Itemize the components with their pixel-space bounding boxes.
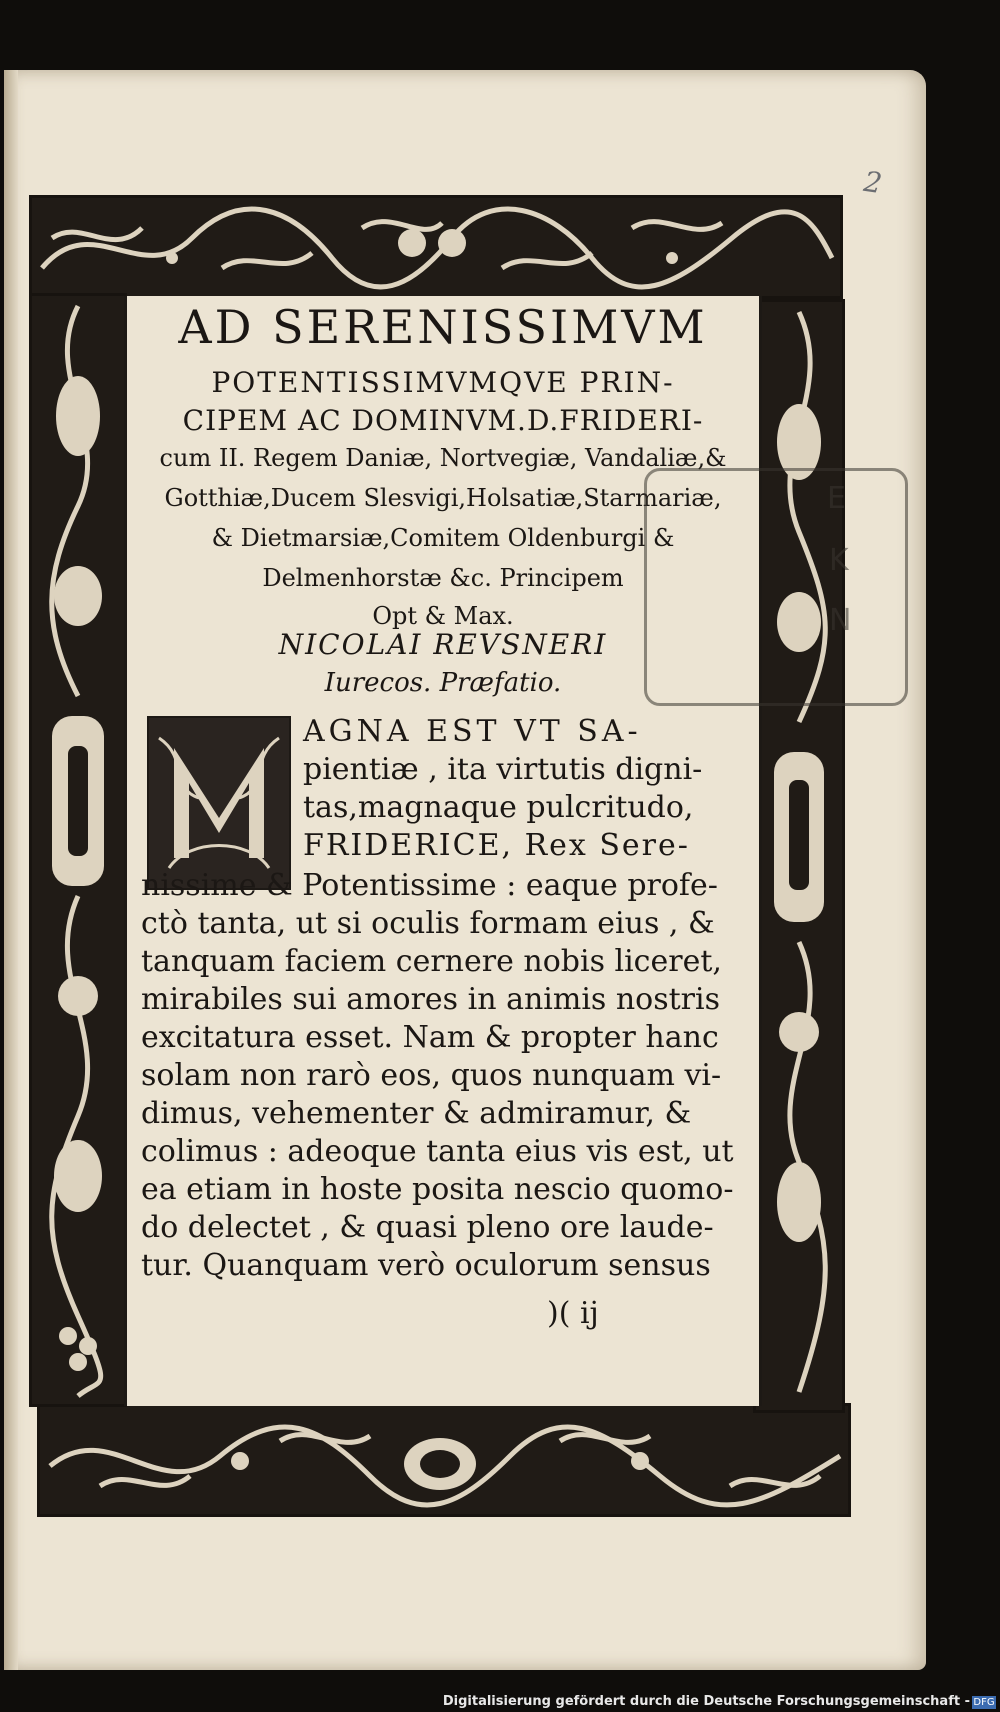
text-block [124, 296, 762, 1406]
pencil-folio-number: 2 [861, 164, 885, 201]
title-line-8: Opt & Max. [372, 602, 514, 630]
woodcut-border-top [32, 198, 840, 296]
woodcut-border-bottom [40, 1406, 848, 1514]
book-page [4, 70, 926, 1670]
body-line-8: mirabiles sui amores in animis nostris [141, 982, 721, 1017]
title-line-6: & Dietmarsiæ,Comitem Oldenburgi & [211, 524, 675, 552]
title-line-4: cum II. Regem Daniæ, Nortvegiæ, Vandaliæ,& [159, 444, 727, 472]
body-line-11: dimus, vehementer & admiramur, & [141, 1096, 692, 1131]
body-line-6: ctò tanta, ut si oculis formam eius , & [141, 906, 715, 941]
digitization-footer [0, 1694, 1000, 1712]
stamp-fragment-3: N [829, 603, 852, 638]
body-line-5: nissime & Potentissime : eaque profe- [141, 868, 718, 903]
body-line-4: FRIDERICE, Rex Sere- [303, 828, 690, 863]
title-line-7: Delmenhorstæ &c. Principem [262, 564, 624, 592]
stamp-fragment-2: K [829, 543, 849, 578]
signature-mark: )( ij [547, 1296, 599, 1331]
body-line-15: tur. Quanquam verò oculorum sensus [141, 1248, 711, 1283]
title-line-1: AD SERENISSIMVM [178, 300, 708, 354]
body-line-1: AGNA EST VT SA- [303, 714, 642, 749]
title-line-3: CIPEM AC DOMINVM.D.FRIDERI- [182, 404, 704, 437]
body-line-13: ea etiam in hoste posita nescio quomo- [141, 1172, 734, 1207]
library-stamp [644, 468, 908, 706]
preface-heading: Iurecos. Præfatio. [324, 668, 562, 698]
title-line-5: Gotthiæ,Ducem Slesvigi,Holsatiæ,Starmariæ, [164, 484, 722, 512]
body-line-9: excitatura esset. Nam & propter hanc [141, 1020, 719, 1055]
body-line-10: solam non rarò eos, quos nunquam vi- [141, 1058, 722, 1093]
body-line-12: colimus : adeoque tanta eius vis est, ut [141, 1134, 734, 1169]
stamp-fragment-1: E [827, 481, 846, 516]
body-line-2: pientiæ , ita virtutis digni- [303, 752, 703, 787]
author-name: NICOLAI REVSNERI [278, 628, 608, 661]
decorated-initial-m [147, 716, 291, 890]
body-line-3: tas,magnaque pulcritudo, [303, 790, 694, 825]
body-line-7: tanquam faciem cernere nobis liceret, [141, 944, 722, 979]
dfg-logo-badge: DFG [973, 1697, 995, 1708]
body-line-14: do delectet , & quasi pleno ore laude- [141, 1210, 714, 1245]
footer-credit-text: Digitalisierung gefördert durch die Deutsche Forschungsgemeinschaft - [442, 1694, 970, 1709]
title-line-2: POTENTISSIMVMQVE PRIN- [211, 366, 675, 399]
woodcut-border-left [32, 296, 124, 1404]
